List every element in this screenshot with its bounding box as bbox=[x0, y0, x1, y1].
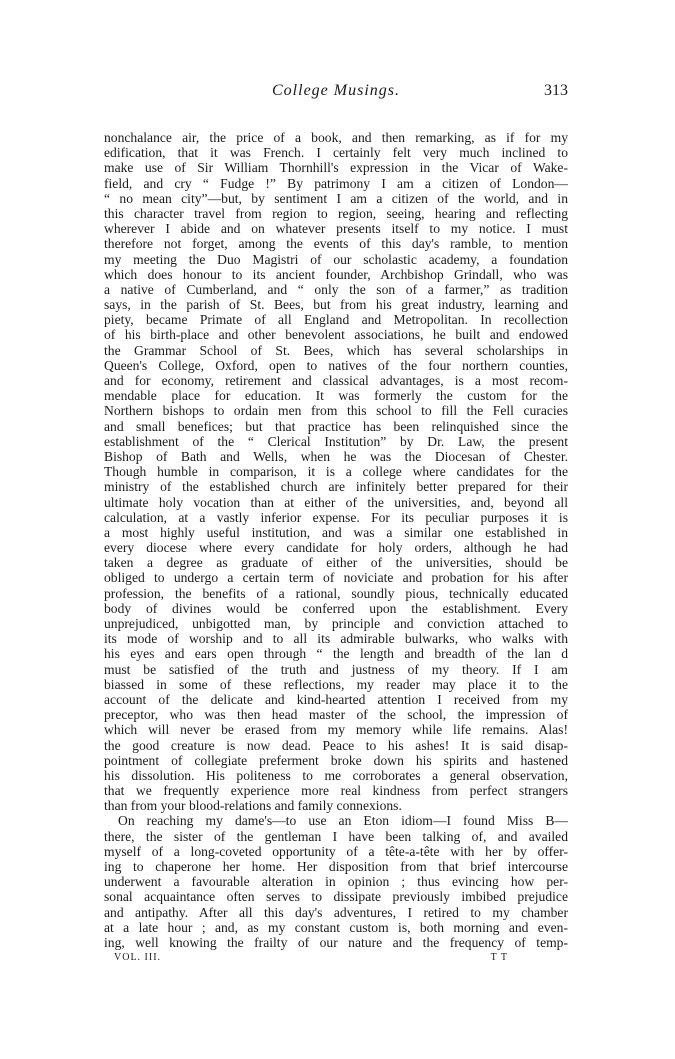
text-line: myself of a long-coveted opportunity of a tête-a-tête with her by offer- bbox=[104, 843, 568, 859]
text-line: of his birth-place and other benevolent associations, he built and endowed bbox=[104, 327, 568, 343]
text-line: calculation, at a vastly inferior expense. For its peculiar purposes it is bbox=[104, 509, 568, 525]
book-page bbox=[104, 78, 568, 966]
text-line: which does honour to its ancient founder, Archbishop Grindall, who was bbox=[104, 266, 568, 282]
text-line: biassed in some of these reflections, my reader may place it to the bbox=[104, 676, 568, 692]
text-line: which will never be erased from my memory while life remains. Alas! bbox=[104, 722, 568, 738]
text-line: obliged to undergo a certain term of noviciate and probation for his after bbox=[104, 570, 568, 586]
text-line: must be satisfied of the truth and justness of my theory. If I am bbox=[104, 661, 568, 677]
text-line: edification, that it was French. I certainly felt very much inclined to bbox=[104, 145, 568, 161]
page-header bbox=[104, 78, 568, 108]
text-line: that we frequently experience more real kindness from perfect strangers bbox=[104, 783, 568, 799]
text-line: underwent a favourable alteration in opinion ; thus evincing how per- bbox=[104, 874, 568, 890]
volume-signature: VOL. III. bbox=[114, 952, 162, 964]
text-line: wherever I abide and on whatever presents itself to my notice. I must bbox=[104, 221, 568, 237]
text-line: its mode of worship and to all its admirable bulwarks, who walks with bbox=[104, 631, 568, 647]
text-line: account of the delicate and kind-hearted attention I received from my bbox=[104, 691, 568, 707]
text-line: at a late hour ; and, as my constant custom is, both morning and even- bbox=[104, 919, 568, 935]
text-line: and antipathy. After all this day's adventures, I retired to my chamber bbox=[104, 904, 568, 920]
page-number: 313 bbox=[544, 82, 568, 99]
text-line: my meeting the Duo Magistri of our scholastic academy, a foundation bbox=[104, 251, 568, 267]
text-line: his dissolution. His politeness to me corroborates a general observation, bbox=[104, 767, 568, 783]
text-line: make use of Sir William Thornhill's expression in the Vicar of Wake- bbox=[104, 160, 568, 176]
text-line: ing to chaperone her home. Her disposition from that brief intercourse bbox=[104, 859, 568, 874]
text-line: Bishop of Bath and Wells, when he was the Diocesan of Chester. bbox=[104, 448, 568, 464]
text-line: field, and cry “ Fudge !” By patrimony I am a citizen of London— bbox=[104, 175, 568, 191]
text-line: nonchalance air, the price of a book, and then remarking, as if for my bbox=[104, 130, 568, 145]
running-title: College Musings. bbox=[272, 82, 400, 99]
text-line: says, in the parish of St. Bees, but from his great industry, learning and bbox=[104, 297, 568, 313]
text-line: profession, the benefits of a rational, soundly pious, technically educated bbox=[104, 585, 568, 601]
text-line: the Grammar School of St. Bees, which has several scholarships in bbox=[104, 342, 568, 358]
text-line: there, the sister of the gentleman I have been talking of, and availed bbox=[104, 828, 568, 844]
text-line: his eyes and ears open through “ the length and breadth of the lan d bbox=[104, 646, 568, 662]
text-line: ultimate holy vocation than at either of the universities, and, beyond all bbox=[104, 494, 568, 510]
text-line: a native of Cumberland, and “ only the son of a farmer,” as tradition bbox=[104, 281, 568, 297]
text-line: ing, well knowing the frailty of our nature and the frequency of temp- bbox=[104, 934, 568, 950]
text-line: a most highly useful institution, and was a similar one established in bbox=[104, 524, 568, 540]
text-line: sonal acquaintance often serves to dissipate previously imbibed prejudice bbox=[104, 889, 568, 905]
text-line: ministry of the established church are infinitely better prepared for their bbox=[104, 479, 568, 495]
text-line: Northern bishops to ordain men from this school to fill the Fell curacies bbox=[104, 403, 568, 419]
text-line: taken a degree as graduate of either of the universities, should be bbox=[104, 555, 568, 571]
text-line: body of divines would be conferred upon the establishment. Every bbox=[104, 600, 568, 616]
text-line: Queen's College, Oxford, open to natives of the four northern counties, bbox=[104, 357, 568, 373]
text-line: Though humble in comparison, it is a college where candidates for the bbox=[104, 464, 568, 480]
text-line: mendable place for education. It was formerly the custom for the bbox=[104, 388, 568, 404]
text-line: pointment of collegiate preferment broke down his spirits and hastened bbox=[104, 752, 568, 768]
text-line: On reaching my dame's—to use an Eton idiom—I found Miss B— bbox=[118, 813, 568, 829]
text-line: this character travel from region to region, seeing, hearing and reflecting bbox=[104, 205, 568, 221]
body-text bbox=[104, 130, 568, 950]
text-line: therefore not forget, among the events of this day's ramble, to mention bbox=[104, 236, 568, 252]
text-line: establishment of the “ Clerical Institution” by Dr. Law, the present bbox=[104, 433, 568, 449]
text-line: preceptor, who was then head master of the school, the impression of bbox=[104, 707, 568, 723]
text-line: and for economy, retirement and classical advantages, is a most recom- bbox=[104, 373, 568, 388]
text-line: than from your blood-relations and family connexions. bbox=[104, 798, 402, 814]
text-line: the good creature is now dead. Peace to his ashes! It is said disap- bbox=[104, 737, 568, 753]
text-line: piety, became Primate of all England and Metropolitan. In recollection bbox=[104, 312, 568, 328]
text-line: and small benefices; but that practice has been relinquished since the bbox=[104, 418, 568, 434]
gathering-signature: T T bbox=[490, 952, 508, 964]
page-footer bbox=[104, 952, 568, 966]
text-line: every diocese where every candidate for holy orders, although he had bbox=[104, 540, 568, 556]
text-line: unprejudiced, unbigotted man, by principle and conviction attached to bbox=[104, 616, 568, 631]
text-line: “ no mean city”—but, by sentiment I am a citizen of the world, and in bbox=[104, 190, 568, 206]
